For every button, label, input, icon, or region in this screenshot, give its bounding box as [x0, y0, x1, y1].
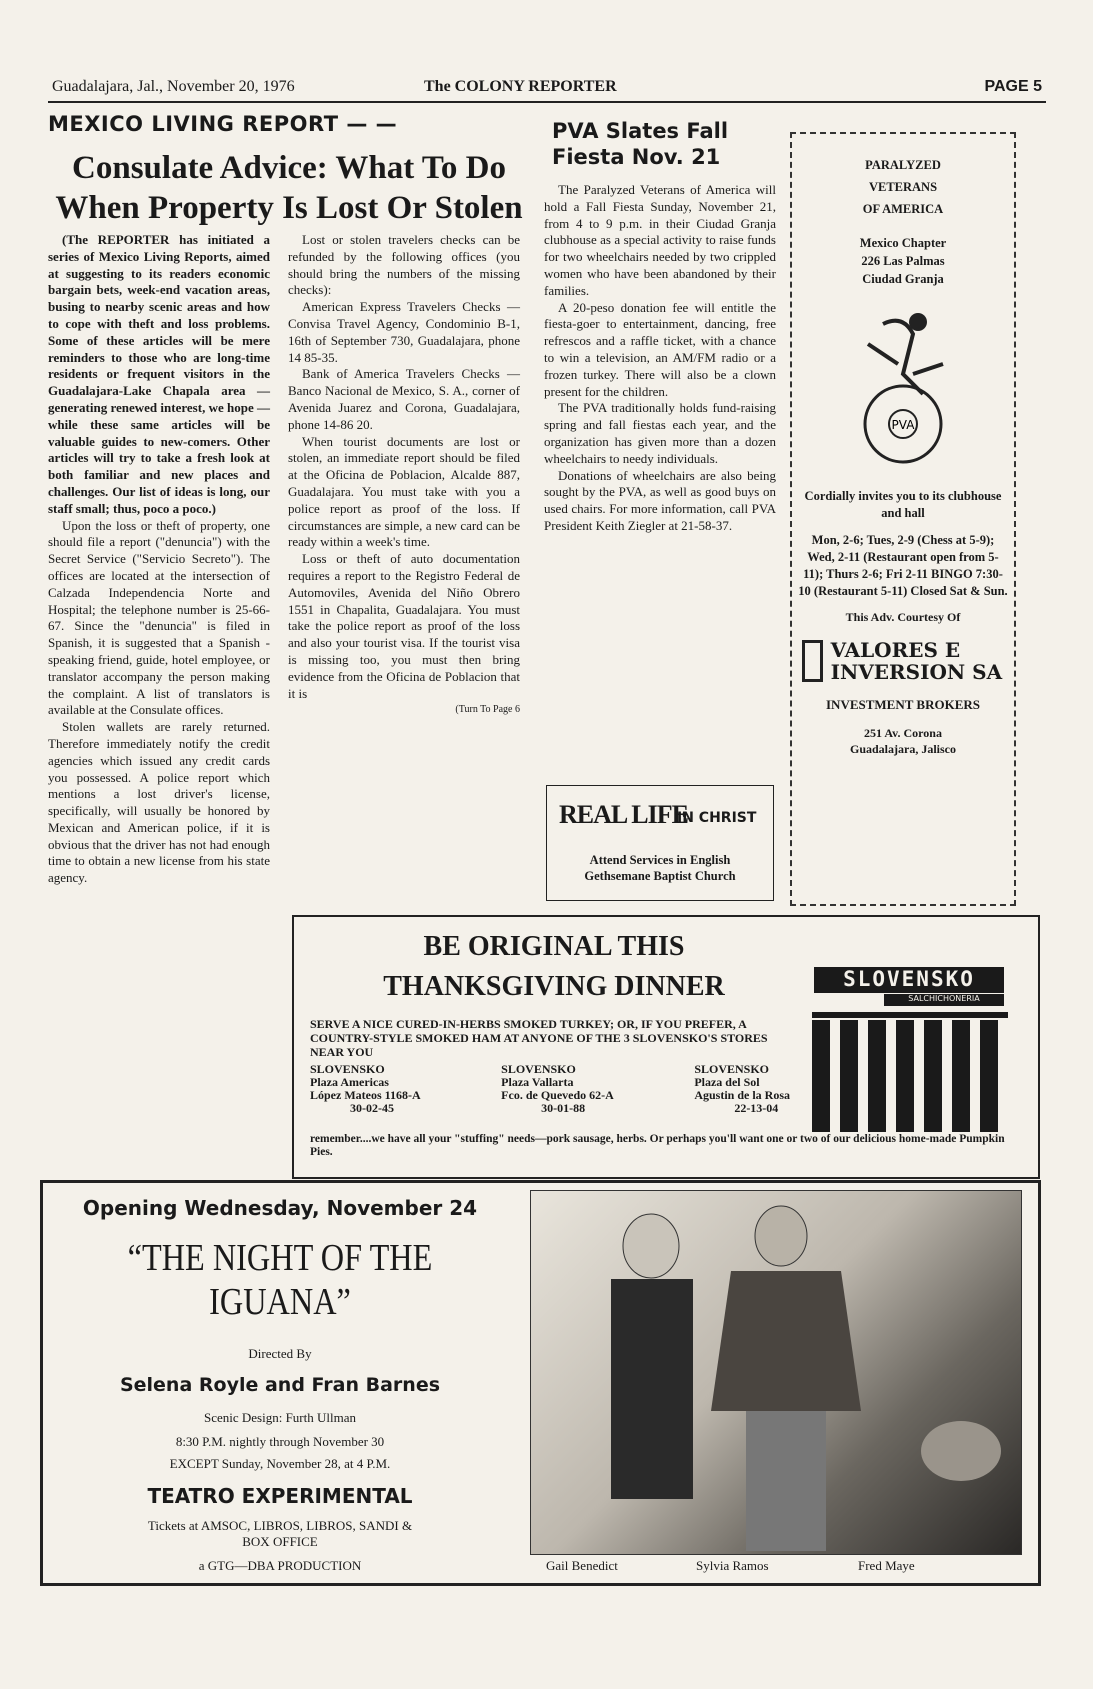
play-title-line: “THE NIGHT OF THE: [127, 1237, 433, 1279]
play-title-line: IGUANA”: [209, 1281, 351, 1323]
pva-city: Ciudad Granja: [862, 272, 944, 286]
emblem-monogram: PVA: [891, 418, 915, 432]
play-title: [93, 1236, 467, 1324]
page-number: PAGE 5: [984, 78, 1042, 95]
cast-photo: [530, 1190, 1022, 1555]
play-scenic: Scenic Design: Furth Ullman: [203, 1410, 356, 1425]
article-intro: (The REPORTER has initiated a series of Mexico Living Reports, aimed at suggesting to its readers economic bargain bets, week-end vacation areas, busing to nearby scenic areas and how to cope with theft and loss problems. Some of these articles will be mere reminders to those who are long-time residents or frequent visitors in the Guadalajara-Lake Chapala area — generating renewed interest, we hope — while these same articles will be valuable guides to new-comers. Other articles will try to take a fresh look at both familiar and new places and challenges. Our list of ideas is long, our staff small; thus, poco a poco.): [48, 232, 270, 516]
church-ad-text: [555, 852, 765, 884]
article-paragraph: Loss or theft of auto documentation requires a report to the Registro Federal de Automoviles, Avenida del Niño Obrero 1551 in Chapalita, Guadalajara. You must take the police report as proof of the loss and also your tourist visa. If the tourist visa is missing too, you must then bring evidence from the Oficina de Poblacion that it is: [288, 551, 520, 701]
play-tickets: [60, 1518, 500, 1550]
play-venue: TEATRO EXPERIMENTAL: [147, 1484, 413, 1508]
store-place: Plaza del Sol: [694, 1075, 760, 1089]
slovensko-headline: [294, 927, 814, 1007]
valores-emblem-icon: [802, 640, 823, 682]
store-address: Fco. de Quevedo 62-A: [501, 1088, 614, 1102]
store-card: [310, 1063, 421, 1115]
pva-invite: Cordially invites you to its clubhouse and hall: [804, 489, 1002, 520]
church-logo-tail: IN CHRIST: [677, 810, 757, 826]
article-headline: Consulate Advice: What To Do When Property Is Lost Or Stolen: [55, 150, 523, 226]
play-directed-label: Directed By: [248, 1346, 312, 1361]
article-paragraph: Bank of America Travelers Checks — Banco Nacional de Mexico, S. A., corner of Avenida Juarez and Corona, Guadalajara, phone 14-86 20.: [288, 366, 520, 432]
page-header: [52, 78, 1042, 100]
article-paragraph: The PVA traditionally holds fund-raising spring and fall fiestas each year, and the organization has given more than a dozen wheelchairs to needy individuals.: [544, 400, 776, 466]
slovensko-head-line: THANKSGIVING DINNER: [383, 971, 725, 1002]
valores-street: 251 Av. Corona: [864, 726, 942, 740]
play-ad-text: [60, 1196, 500, 1574]
store-phone: 22-13-04: [734, 1101, 779, 1115]
wheelchair-emblem-icon: [843, 304, 963, 474]
pva-ad-title: [792, 154, 1014, 220]
store-place: Plaza Vallarta: [501, 1075, 574, 1089]
article-paragraph: Upon the loss or theft of property, one should file a report ("denuncia") with the Secret Service ("Servicio Secreto"). The offices are located at the intersection of Calzada Independencia Norte and Hospital; the telephone number is 25-66-67. Since the "denuncia" is filed in Spanish, it is suggested that a Spanish - speaking friend, guide, hotel employee, or translator accompany the person making the complaint. A list of translators is available at the Consulate offices.: [48, 517, 270, 718]
pva-ad-address: [792, 234, 1014, 288]
paper-name: The COLONY REPORTER: [424, 78, 617, 95]
article-paragraph: A 20-peso donation fee will entitle the fiesta-goer to entertainment, dancing, free refrescos and a raffle ticket, with a chance to win a television, an AM/FM radio or a frozen turkey. There will also be a clown present for the children.: [544, 299, 776, 399]
slovensko-brand-sub: SALCHICHONERIA: [884, 994, 1004, 1006]
article-paragraph: When tourist documents are lost or stolen, an immediate report should be filed at the Oficina de Poblacion, Alcalde 887, Guadalajara. You must take with you a police report as proof of the loss. If circumstances are simple, a new card can be ready within a week's time.: [288, 433, 520, 550]
play-directors: Selena Royle and Fran Barnes: [119, 1374, 441, 1396]
slovensko-brand: SLOVENSKO: [814, 967, 1004, 993]
pva-chapter: Mexico Chapter: [859, 236, 947, 250]
article-paragraph: Donations of wheelchairs are also being sought by the PVA, as well as good buys on used chairs. For more information, call PVA President Keith Ziegler at 21-58-37.: [544, 467, 776, 533]
article-paragraph: Lost or stolen travelers checks can be refunded by the following offices (you should bring the numbers of the missing checks):: [288, 232, 520, 298]
pva-ad-title-line: PARALYZED: [865, 158, 941, 172]
photo-caption: Gail Benedict: [546, 1558, 618, 1573]
valores-city: Guadalajara, Jalisco: [849, 742, 956, 756]
article-paragraph: Stolen wallets are rarely returned. Therefore immediately notify the credit agencies which issued any credit cards you possessed. A police report which mentions a lost driver's license, specifically, will usually be honored by Mexican and American police, if it is obvious that the driver has not had enough time to obtain a new license from his state agency.: [48, 719, 270, 886]
church-name: Gethsemane Baptist Church: [584, 869, 736, 883]
church-ad: [546, 785, 774, 901]
ticket-line: Tickets at AMSOC, LIBROS, LIBROS, SANDI &: [147, 1518, 413, 1533]
pva-courtesy: This Adv. Courtesy Of: [845, 610, 961, 624]
slovensko-footer: remember....we have all your "stuffing" needs—pork sausage, herbs. Or perhaps you'll want one or two of our delicious home-made Pumpkin Pies.: [310, 1133, 1005, 1158]
pva-sidebar-ad: [790, 132, 1016, 906]
pva-article: [544, 182, 776, 535]
dateline: Guadalajara, Jal., November 20, 1976: [52, 78, 295, 95]
play-opening: Opening Wednesday, November 24: [82, 1196, 478, 1220]
section-kicker: MEXICO LIVING REPORT — —: [48, 112, 398, 136]
pva-ad-title-line: OF AMERICA: [862, 202, 944, 216]
pva-hours: Mon, 2-6; Tues, 2-9 (Chess at 5-9); Wed, 2-11 (Restaurant open from 5-11); Thurs 2-6; Fri 2-11 BINGO 7:30-10 (Restaurant 5-11) Closed Sat & Sun.: [798, 533, 1008, 598]
store-phone: 30-02-45: [350, 1101, 394, 1115]
store-list: [310, 1063, 790, 1115]
play-times: EXCEPT Sunday, November 28, at 4 P.M.: [169, 1456, 391, 1471]
store-name: SLOVENSKO: [501, 1062, 576, 1076]
article-paragraph: The Paralyzed Veterans of America will hold a Fall Fiesta Sunday, November 21, from 4 to 9 p.m. in their Ciudad Granja clubhouse as a special activity to raise funds for two wheelchairs needed by two crippled women who have been abandoned by their families.: [544, 182, 776, 298]
cast-photo-figures: [531, 1191, 1021, 1554]
store-name: SLOVENSKO: [310, 1062, 385, 1076]
ticket-line: BOX OFFICE: [242, 1534, 318, 1549]
valores-type: INVESTMENT BROKERS: [826, 697, 980, 712]
sausage-rack-icon: [812, 1012, 1008, 1132]
pva-headline: PVA Slates Fall Fiesta Nov. 21: [552, 119, 729, 169]
pva-ad-title-line: VETERANS: [868, 180, 938, 194]
store-address: Agustin de la Rosa: [694, 1088, 790, 1102]
store-card: [501, 1063, 614, 1115]
pva-address: 226 Las Palmas: [861, 254, 945, 268]
play-producer: a GTG—DBA PRODUCTION: [198, 1558, 362, 1573]
store-phone: 30-01-88: [541, 1101, 586, 1115]
photo-caption: Fred Maye: [858, 1558, 915, 1573]
valores-name: VALORES E INVERSION SA: [830, 638, 1003, 684]
store-place: Plaza Americas: [310, 1075, 389, 1089]
article-paragraph: American Express Travelers Checks — Convisa Travel Agency, Condominio B-1, 16th of September 730, Guadalajara, phone 14 85-35.: [288, 299, 520, 365]
store-card: [694, 1063, 790, 1115]
church-logo: REAL LIFE: [559, 800, 688, 829]
slovensko-body: SERVE A NICE CURED-IN-HERBS SMOKED TURKEY; OR, IF YOU PREFER, A COUNTRY-STYLE SMOKED HAM AT ANYONE OF THE 3 SLOVENSKO'S STORES NEAR YOU: [310, 1017, 768, 1059]
church-line: Attend Services in English: [589, 853, 731, 867]
slovensko-ad: [292, 915, 1040, 1179]
article-column-1: [48, 232, 270, 887]
store-name: SLOVENSKO: [694, 1062, 770, 1076]
slovensko-head-line: BE ORIGINAL THIS: [423, 931, 685, 962]
header-rule: [48, 101, 1046, 103]
valores-logo: [802, 639, 1004, 683]
article-column-2: [288, 232, 520, 719]
valores-address: [792, 725, 1014, 757]
store-address: López Mateos 1168-A: [310, 1088, 421, 1102]
play-times: 8:30 P.M. nightly through November 30: [175, 1434, 385, 1449]
jump-line: (Turn To Page 6: [455, 704, 520, 716]
photo-caption: Sylvia Ramos: [696, 1558, 769, 1573]
